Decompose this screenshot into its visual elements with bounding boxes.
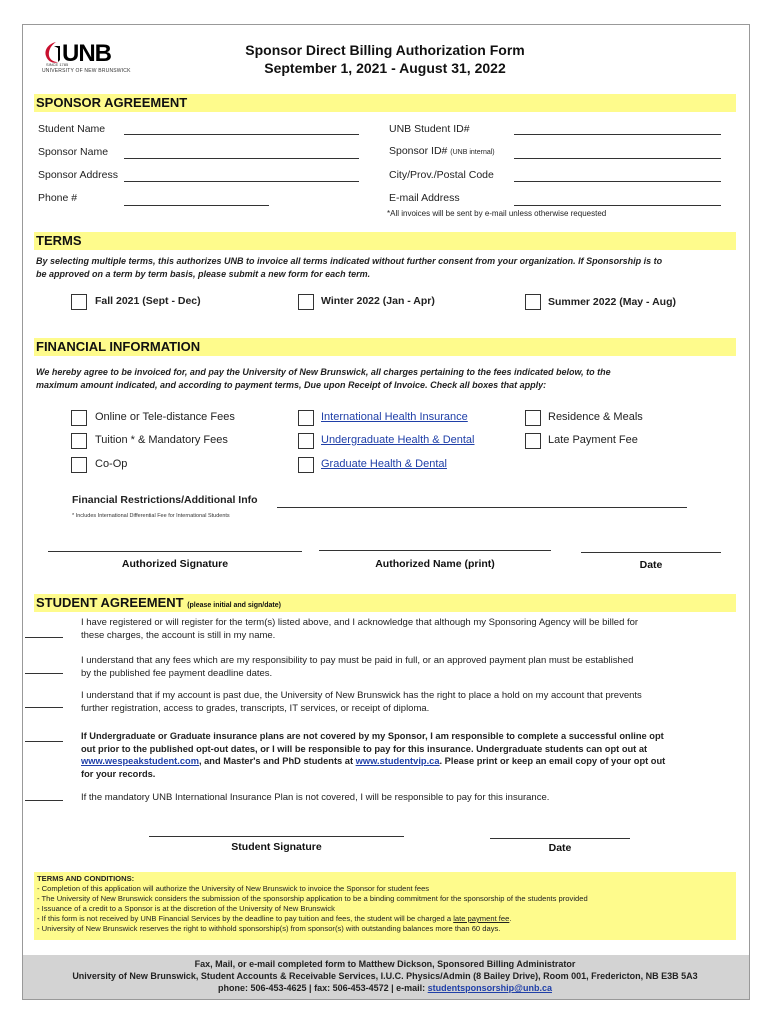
initial-field-1[interactable]: [25, 637, 63, 638]
financial-heading: FINANCIAL INFORMATION: [36, 339, 201, 354]
email-label: E-mail Address: [389, 192, 460, 204]
initial-field-4[interactable]: [25, 741, 63, 742]
email-field[interactable]: [514, 205, 721, 206]
sponsor-name-field[interactable]: [124, 158, 359, 159]
initial-field-3[interactable]: [25, 707, 63, 708]
footer-line-3: phone: 506-453-4625 | fax: 506-453-4572 | e-mail: studentsponsorship@unb.ca: [218, 983, 552, 993]
coop-label: Co-Op: [95, 458, 128, 470]
condition-2: - The University of New Brunswick considers the submission of the sponsorship application to be a binding commitment for the sponsorship of the students provided: [37, 894, 588, 903]
authorized-date-field[interactable]: [581, 552, 721, 553]
sponsor-address-label: Sponsor Address: [38, 169, 118, 181]
authorized-name-label: Authorized Name (print): [375, 558, 495, 570]
form-border: [22, 24, 750, 1000]
authorized-signature-field[interactable]: [48, 551, 302, 552]
terms-text-1: By selecting multiple terms, this authorizes UNB to invoice all terms indicated without further consent from your organization. If Sponsorship is to: [36, 256, 663, 266]
phone-label: Phone #: [38, 192, 78, 204]
sponsor-name-label: Sponsor Name: [38, 146, 109, 158]
summer-label: Summer 2022 (May - Aug): [548, 296, 676, 308]
student-signature-label: Student Signature: [231, 841, 322, 853]
condition-5: - University of New Brunswick reserves the right to withhold sponsorship(s) from sponsor(s) with outstanding balances more than 60 days.: [37, 924, 501, 933]
logo-subtitle: UNIVERSITY OF NEW BRUNSWICK: [42, 68, 131, 74]
student-signature-field[interactable]: [149, 836, 404, 837]
summer-checkbox[interactable]: [525, 294, 541, 310]
unb-id-label: UNB Student ID#: [389, 123, 470, 135]
online-label: Online or Tele-distance Fees: [95, 411, 235, 423]
ug-health-checkbox[interactable]: [298, 433, 314, 449]
grad-health-link[interactable]: Graduate Health & Dental: [321, 458, 447, 470]
initial-field-2[interactable]: [25, 673, 63, 674]
student-para-4: If Undergraduate or Graduate insurance plans are not covered by my Sponsor, I am responsible to complete a successful online opt out prior to the published opt-out dates, or I will be responsible to pay for this insurance. Undergraduate students can opt out at www.wespeakstudent.com, and Master's and PhD students at www.studentvip.ca. Please print or keep an email copy of your opt out for your records.: [81, 731, 666, 779]
late-fee-label: Late Payment Fee: [548, 434, 638, 446]
online-checkbox[interactable]: [71, 410, 87, 426]
sponsor-heading: SPONSOR AGREEMENT: [36, 95, 188, 110]
condition-1: - Completion of this application will authorize the University of New Brunswick to invoice the Sponsor for student fees: [37, 884, 430, 893]
terms-text-2: be approved on a term by term basis, please submit a new form for each term.: [36, 269, 371, 279]
invoice-note: *All invoices will be sent by e-mail unless otherwise requested: [387, 209, 607, 218]
fall-checkbox[interactable]: [71, 294, 87, 310]
authorized-name-field[interactable]: [319, 550, 551, 551]
sponsor-id-field[interactable]: [514, 158, 721, 159]
studentvip-link[interactable]: www.studentvip.ca: [355, 756, 440, 766]
restrictions-field[interactable]: [277, 507, 687, 508]
student-date-field[interactable]: [490, 838, 630, 839]
student-para-2: I understand that any fees which are my responsibility to pay must be paid in full, or an approved payment plan must be established by the published fee payment deadline dates.: [81, 655, 634, 679]
late-fee-checkbox[interactable]: [525, 433, 541, 449]
city-label: City/Prov./Postal Code: [389, 169, 494, 181]
form-dates: September 1, 2021 - August 31, 2022: [264, 60, 506, 76]
winter-label: Winter 2022 (Jan - Apr): [321, 295, 435, 307]
sponsor-address-field[interactable]: [124, 181, 359, 182]
initial-field-5[interactable]: [25, 800, 63, 801]
authorized-signature-label: Authorized Signature: [121, 558, 229, 570]
sponsor-id-label: Sponsor ID# (UNB internal): [389, 145, 495, 157]
unb-id-field[interactable]: [514, 134, 721, 135]
student-name-field[interactable]: [124, 134, 359, 135]
tuition-checkbox[interactable]: [71, 433, 87, 449]
financial-text-1: We hereby agree to be invoiced for, and pay the University of New Brunswick, all charges pertaining to the fees indicated below, to the: [36, 367, 611, 377]
authorized-date-label: Date: [639, 559, 663, 571]
student-name-label: Student Name: [38, 123, 106, 135]
fall-label: Fall 2021 (Sept - Dec): [95, 295, 201, 307]
ug-health-link[interactable]: Undergraduate Health & Dental: [321, 434, 475, 446]
student-date-label: Date: [548, 842, 572, 854]
conditions-heading: TERMS AND CONDITIONS:: [37, 874, 135, 883]
student-heading: STUDENT AGREEMENT (please initial and sign/date): [36, 595, 281, 610]
footer-line-2: University of New Brunswick, Student Accounts & Receivable Services, I.U.C. Physics/Admin (8 Bailey Drive), Room 001, Fredericton, NB E3B 5A3: [72, 971, 698, 981]
terms-heading: TERMS: [36, 233, 82, 248]
financial-text-2: maximum amount indicated, and according to payment terms, Due upon Receipt of Invoice. Check all boxes that apply:: [36, 380, 547, 390]
tuition-footnote: * Includes International Differential Fee for International Students: [72, 513, 230, 519]
form-title: Sponsor Direct Billing Authorization Form: [245, 42, 525, 58]
winter-checkbox[interactable]: [298, 294, 314, 310]
late-payment-fee-link[interactable]: late payment fee: [453, 914, 510, 923]
condition-4: - If this form is not received by UNB Financial Services by the deadline to pay tuition and fees, the student will be charged a late payment fee.: [37, 914, 512, 923]
student-para-5: If the mandatory UNB International Insurance Plan is not covered, I will be responsible to pay for this insurance.: [81, 792, 550, 803]
city-field[interactable]: [514, 181, 721, 182]
intl-health-link[interactable]: International Health Insurance: [321, 411, 468, 423]
logo-text: UNB: [62, 40, 111, 67]
phone-field[interactable]: [124, 205, 269, 206]
footer-line-1: Fax, Mail, or e-mail completed form to Matthew Dickson, Sponsored Billing Administrator: [194, 959, 576, 969]
restrictions-label: Financial Restrictions/Additional Info: [72, 494, 258, 506]
residence-checkbox[interactable]: [525, 410, 541, 426]
condition-3: - Issuance of a credit to a Sponsor is at the discretion of the University of New Brunswick: [37, 904, 335, 913]
grad-health-checkbox[interactable]: [298, 457, 314, 473]
wespeakstudent-link[interactable]: www.wespeakstudent.com: [81, 756, 199, 766]
tuition-label: Tuition * & Mandatory Fees: [95, 434, 228, 446]
coop-checkbox[interactable]: [71, 457, 87, 473]
terms-heading-band: [34, 232, 736, 250]
footer-email-link[interactable]: studentsponsorship@unb.ca: [427, 983, 552, 993]
intl-health-checkbox[interactable]: [298, 410, 314, 426]
student-para-3: I understand that if my account is past due, the University of New Brunswick has the right to place a hold on my account that prevents further registration, access to grades, transcripts, IT services, or receipt of diploma.: [81, 690, 642, 714]
student-para-1: I have registered or will register for the term(s) listed above, and I acknowledge that although my Sponsoring Agency will be billed for these charges, the account is still in my name.: [81, 617, 639, 641]
logo-since: SINCE 1785: [46, 62, 69, 67]
residence-label: Residence & Meals: [548, 411, 643, 423]
